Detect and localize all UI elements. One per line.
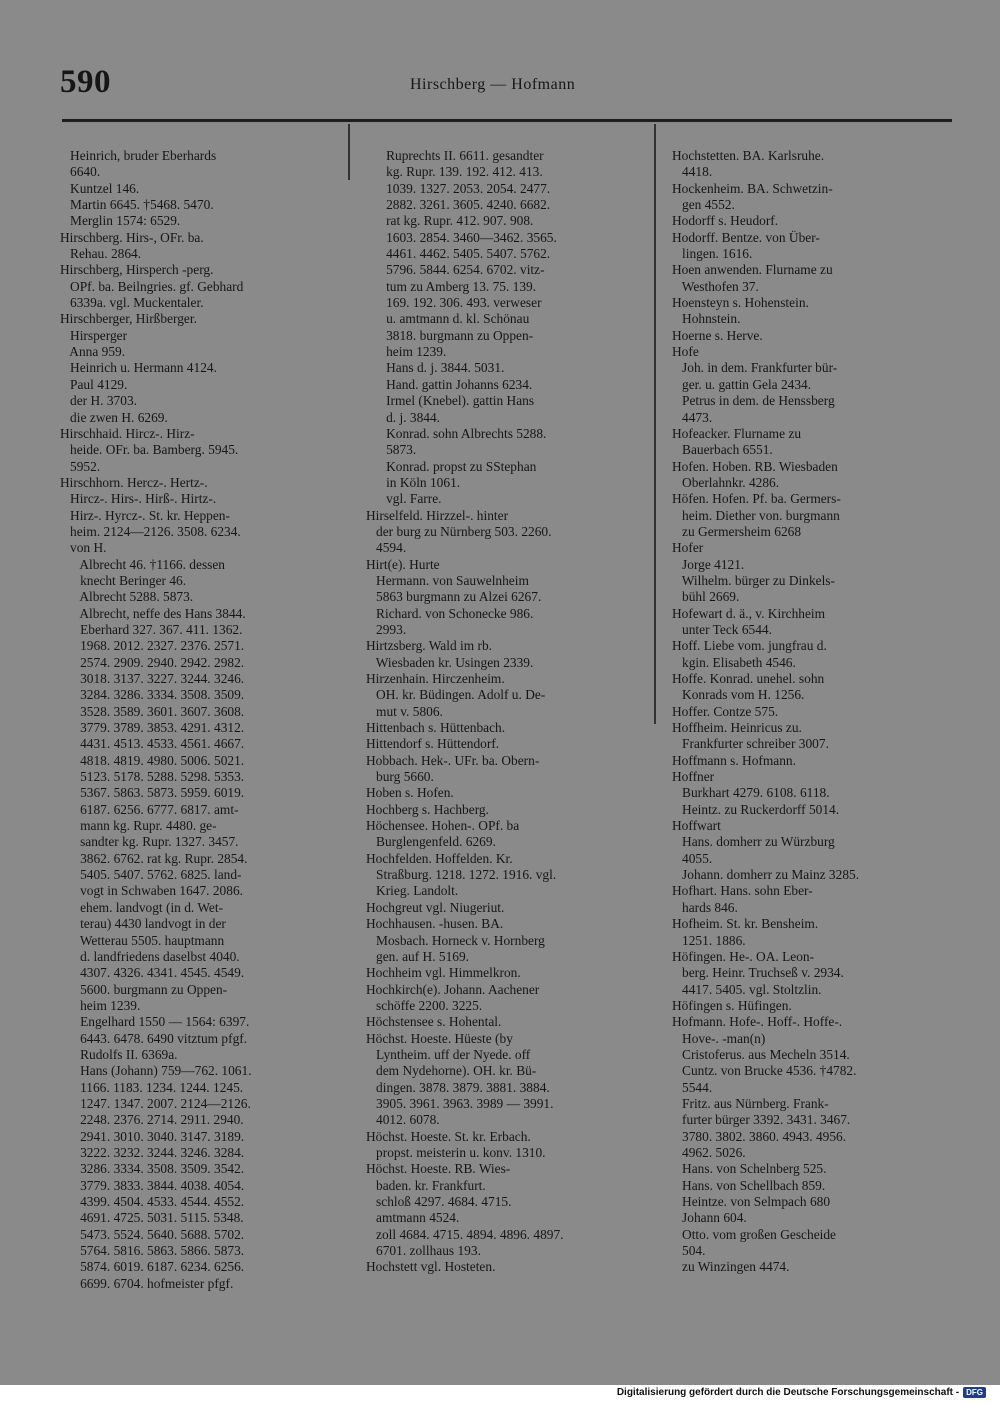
index-line: Hodorff. Bentze. von Über- (672, 229, 820, 245)
index-line: Albrecht 5288. 5873. (60, 589, 194, 605)
index-line: Hirschberger, Hirßberger. (60, 311, 197, 327)
index-line: Martin 6645. †5468. 5470. (60, 197, 214, 213)
index-line: Hochberg s. Hachberg. (366, 801, 489, 817)
index-line: Westhofen 37. (672, 278, 759, 294)
index-line: Hochhausen. -husen. BA. (366, 916, 504, 932)
index-line: bühl 2669. (672, 589, 740, 605)
index-line: Hoffheim. Heinricus zu. (672, 720, 802, 736)
index-line: 4418. (672, 164, 713, 180)
index-line: 2574. 2909. 2940. 2942. 2982. (60, 654, 245, 670)
index-line: heim. Diether von. burgmann (672, 507, 840, 523)
index-line: vogt in Schwaben 1647. 2086. (60, 883, 243, 899)
index-line: Hodorff s. Heudorf. (672, 213, 779, 229)
index-line: Mosbach. Horneck v. Hornberg (366, 932, 545, 948)
index-line: Hoensteyn s. Hohenstein. (672, 295, 809, 311)
index-line: Hans. von Schellbach 859. (672, 1177, 826, 1193)
index-line: Petrus in dem. de Henssberg (672, 393, 835, 409)
index-line: Oberlahnkr. 4286. (672, 474, 780, 490)
index-line: Bauerbach 6551. (672, 442, 773, 458)
index-line: 4431. 4513. 4533. 4561. 4667. (60, 736, 245, 752)
index-line: Hircz-. Hirs-. Hirß-. Hirtz-. (60, 491, 217, 507)
index-line: Hochstett vgl. Hosteten. (366, 1259, 496, 1275)
index-line: Höfingen. He-. OA. Leon- (672, 948, 815, 964)
index-line: 3284. 3286. 3334. 3508. 3509. (60, 687, 245, 703)
index-line: Hofen. Hoben. RB. Wiesbaden (672, 458, 838, 474)
footer-text: Digitalisierung gefördert durch die Deutsche Forschungsgemeinschaft - (616, 1387, 960, 1398)
index-line: von H. (60, 540, 107, 556)
index-line: Hochkirch(e). Johann. Aachener (366, 981, 540, 997)
index-line: d. j. 3844. (366, 409, 441, 425)
index-line: Hirzenhain. Hirczenheim. (366, 671, 505, 686)
index-line: kg. Rupr. 139. 192. 412. 413. (366, 164, 543, 180)
index-line: 1603. 2854. 3460—3462. 3565. (366, 229, 557, 245)
index-line: Hirtzsberg. Wald im rb. (366, 638, 492, 654)
index-line: Eberhard 327. 367. 411. 1362. (60, 621, 243, 637)
index-line: Hoff. Liebe vom. jungfrau d. (672, 638, 827, 654)
index-line: Kuntzel 146. (60, 180, 140, 196)
index-line: Straßburg. 1218. 1272. 1916. vgl. (366, 867, 557, 883)
index-line: Richard. von Schonecke 986. (366, 605, 534, 621)
index-line: Hove-. -man(n) (672, 1030, 766, 1046)
index-line: furter bürger 3392. 3431. 3467. (672, 1112, 851, 1128)
index-line: Hochfelden. Hoffelden. Kr. (366, 850, 513, 866)
index-line: Jorge 4121. (672, 556, 745, 572)
index-line: Heintze. von Selmpach 680 (672, 1194, 831, 1209)
index-line: Hoben s. Hofen. (366, 785, 454, 801)
index-line: zoll 4684. 4715. 4894. 4896. 4897. (366, 1226, 564, 1242)
index-line: 1968. 2012. 2327. 2376. 2571. (60, 638, 245, 654)
index-line: Otto. vom großen Gescheide (672, 1226, 836, 1242)
index-line: 4399. 4504. 4533. 4544. 4552. (60, 1194, 245, 1209)
index-line: 2941. 3010. 3040. 3147. 3189. (60, 1128, 245, 1144)
index-line: 4055. (672, 850, 713, 866)
index-line: Heinrich u. Hermann 4124. (60, 360, 217, 376)
index-line: d. landfriedens daselbst 4040. (60, 948, 240, 964)
index-line: 5873. (366, 442, 417, 458)
index-line: in Köln 1061. (366, 474, 461, 490)
index-line: Albrecht 46. †1166. dessen (60, 556, 226, 572)
index-line: ger. u. gattin Gela 2434. (672, 376, 812, 392)
index-line: Hans. von Schelnberg 525. (672, 1161, 827, 1177)
index-line: burg 5660. (366, 769, 434, 785)
index-line: propst. meisterin u. konv. 1310. (366, 1144, 546, 1160)
index-line: Höchst. Hoeste. RB. Wies- (366, 1161, 511, 1177)
index-line: heim 1239. (60, 997, 141, 1013)
dfg-logo: DFG (963, 1387, 986, 1398)
index-line: Höchstensee s. Hohental. (366, 1014, 502, 1030)
index-line: 4473. (672, 409, 713, 425)
index-line: Heintz. zu Ruckerdorff 5014. (672, 801, 840, 817)
index-line: Burglengenfeld. 6269. (366, 834, 496, 850)
index-line: gen. auf H. 5169. (366, 948, 470, 964)
index-line: Höchst. Hoeste. St. kr. Erbach. (366, 1128, 531, 1144)
index-line: 5764. 5816. 5863. 5866. 5873. (60, 1243, 245, 1259)
index-line: u. amtmann d. kl. Schönau (366, 311, 530, 327)
index-line: 5544. (672, 1079, 713, 1095)
index-line: Wetterau 5505. hauptmann (60, 932, 225, 948)
index-line: Paul 4129. (60, 376, 128, 392)
index-line: Johann. domherr zu Mainz 3285. (672, 867, 860, 883)
index-line: Hand. gattin Johanns 6234. (366, 376, 533, 392)
index-line: vgl. Farre. (366, 491, 442, 507)
index-line: Konrad. propst zu SStephan (366, 458, 537, 474)
index-line: 5123. 5178. 5288. 5298. 5353. (60, 769, 245, 785)
index-line: Hofeacker. Flurname zu (672, 425, 802, 441)
index-line: 4417. 5405. vgl. Stoltzlin. (672, 981, 822, 997)
index-line: Hittenbach s. Hüttenbach. (366, 720, 506, 736)
index-line: Hockenheim. BA. Schwetzin- (672, 180, 833, 196)
index-line: 5796. 5844. 6254. 6702. vitz- (366, 262, 545, 278)
column-rule-right (654, 124, 656, 724)
index-line: 5473. 5524. 5640. 5688. 5702. (60, 1226, 245, 1242)
index-line: 5405. 5407. 5762. 6825. land- (60, 867, 242, 883)
index-line: Johann 604. (672, 1210, 747, 1226)
index-line: 1251. 1886. (672, 932, 746, 948)
index-line: 3779. 3833. 3844. 4038. 4054. (60, 1177, 245, 1193)
index-line: Hirselfeld. Hirzzel-. hinter (366, 507, 509, 523)
index-line: 2993. (366, 621, 407, 637)
index-line: Cristoferus. aus Mecheln 3514. (672, 1046, 850, 1062)
index-line: 2882. 3261. 3605. 4240. 6682. (366, 197, 551, 213)
index-line: 3286. 3334. 3508. 3509. 3542. (60, 1161, 245, 1177)
index-line: heim. 2124—2126. 3508. 6234. (60, 523, 241, 539)
index-line: Hermann. von Sauwelnheim (366, 572, 529, 588)
index-line: 504. (672, 1243, 706, 1259)
index-line: Hochgreut vgl. Niugeriut. (366, 899, 505, 915)
index-line: Joh. in dem. Frankfurter bür- (672, 360, 838, 376)
index-line: zu Winzingen 4474. (672, 1259, 790, 1275)
index-line: 1166. 1183. 1234. 1244. 1245. (60, 1079, 244, 1095)
index-line: Krieg. Landolt. (366, 883, 459, 899)
index-line: Hoffe. Konrad. unehel. sohn (672, 671, 825, 686)
index-line: OPf. ba. Beilngries. gf. Gebhard (60, 278, 244, 294)
index-line: 4818. 4819. 4980. 5006. 5021. (60, 752, 245, 768)
index-line: 5874. 6019. 6187. 6234. 6256. (60, 1259, 245, 1275)
index-line: lingen. 1616. (672, 246, 753, 262)
index-line: mut v. 5806. (366, 703, 443, 719)
index-line: terau) 4430 landvogt in der (60, 916, 226, 932)
index-line: Hochheim vgl. Himmelkron. (366, 965, 521, 981)
index-line: Hoen anwenden. Flurname zu (672, 262, 833, 278)
index-line: der burg zu Nürnberg 503. 2260. (366, 523, 552, 539)
index-line: Hoffer. Contze 575. (672, 703, 779, 719)
index-line: Wilhelm. bürger zu Dinkels- (672, 572, 835, 588)
index-line: Hofmann. Hofe-. Hoff-. Hoffe-. (672, 1014, 843, 1030)
index-line: Rudolfs II. 6369a. (60, 1046, 178, 1062)
index-line: Hofheim. St. kr. Bensheim. (672, 916, 819, 932)
index-line: 3862. 6762. rat kg. Rupr. 2854. (60, 850, 248, 866)
page-number: 590 (60, 64, 111, 100)
index-line: 3818. burgmann zu Oppen- (366, 327, 534, 343)
running-head: Hirschberg — Hofmann (410, 76, 576, 93)
index-line: OH. kr. Büdingen. Adolf u. De- (366, 687, 546, 703)
index-line: Hofhart. Hans. sohn Eber- (672, 883, 813, 899)
index-line: 6187. 6256. 6777. 6817. amt- (60, 801, 239, 817)
index-line: berg. Heinr. Truchseß v. 2934. (672, 965, 844, 981)
index-line: heide. OFr. ba. Bamberg. 5945. (60, 442, 239, 458)
index-line: mann kg. Rupr. 4480. ge- (60, 818, 217, 834)
index-line: Konrads vom H. 1256. (672, 687, 805, 703)
header-rule (62, 119, 952, 122)
index-line: der H. 3703. (60, 393, 137, 409)
index-line: Hoerne s. Herve. (672, 327, 763, 343)
index-line: Hirschberg, Hirsperch -perg. (60, 262, 214, 278)
index-line: die zwen H. 6269. (60, 409, 168, 425)
index-line: 6339a. vgl. Muckentaler. (60, 295, 204, 311)
index-line: 3018. 3137. 3227. 3244. 3246. (60, 671, 245, 686)
index-line: Hoffmann s. Hofmann. (672, 752, 796, 768)
index-line: 6640. (60, 164, 101, 180)
index-line: Hofer (672, 540, 704, 556)
index-line: 3780. 3802. 3860. 4943. 4956. (672, 1128, 847, 1144)
index-line: 169. 192. 306. 493. verweser (366, 295, 542, 311)
index-line: Hirz-. Hyrcz-. St. kr. Heppen- (60, 507, 230, 523)
index-line: 3222. 3232. 3244. 3246. 3284. (60, 1144, 245, 1160)
index-line: 6443. 6478. 6490 vitztum pfgf. (60, 1030, 248, 1046)
index-line: amtmann 4524. (366, 1210, 460, 1226)
index-line: 5600. burgmann zu Oppen- (60, 981, 228, 997)
index-column-3 (672, 148, 859, 1276)
index-line: 4594. (366, 540, 407, 556)
index-line: Albrecht, neffe des Hans 3844. (60, 605, 246, 621)
index-line: dem Nydehorne). OH. kr. Bü- (366, 1063, 537, 1079)
index-line: 3528. 3589. 3601. 3607. 3608. (60, 703, 245, 719)
column-rule-left (348, 124, 350, 180)
index-line: 3779. 3789. 3853. 4291. 4312. (60, 720, 245, 736)
index-line: Burkhart 4279. 6108. 6118. (672, 785, 830, 801)
index-line: Rehau. 2864. (60, 246, 142, 262)
index-line: Hirschberg. Hirs-, OFr. ba. (60, 229, 204, 245)
index-line: 5863 burgmann zu Alzei 6267. (366, 589, 542, 605)
index-line: 5367. 5863. 5873. 5959. 6019. (60, 785, 245, 801)
index-line: Hoffwart (672, 818, 721, 834)
index-line: Hittendorf s. Hüttendorf. (366, 736, 500, 752)
index-line: 1039. 1327. 2053. 2054. 2477. (366, 180, 551, 196)
index-line: Höchensee. Hohen-. OPf. ba (366, 818, 520, 834)
index-line: Wiesbaden kr. Usingen 2339. (366, 654, 534, 670)
index-line: Hofe (672, 344, 699, 360)
index-line: 4307. 4326. 4341. 4545. 4549. (60, 965, 245, 981)
index-line: heim 1239. (366, 344, 447, 360)
index-line: Konrad. sohn Albrechts 5288. (366, 425, 547, 441)
index-line: Hirschhaid. Hircz-. Hirz- (60, 425, 195, 441)
index-line: 6701. zollhaus 193. (366, 1243, 481, 1259)
index-line: Hohnstein. (672, 311, 741, 327)
index-line: Anna 959. (60, 344, 126, 360)
index-line: Hochstetten. BA. Karlsruhe. (672, 148, 825, 163)
index-line: ehem. landvogt (in d. Wet- (60, 899, 224, 915)
index-line: 1247. 1347. 2007. 2124—2126. (60, 1095, 251, 1111)
index-line: Hobbach. Hek-. UFr. ba. Obern- (366, 752, 540, 768)
index-line: schloß 4297. 4684. 4715. (366, 1194, 512, 1209)
index-line: Engelhard 1550 — 1564: 6397. (60, 1014, 250, 1030)
index-line: Ruprechts II. 6611. gesandter (366, 148, 544, 163)
index-line: Heinrich, bruder Eberhards (60, 148, 217, 163)
index-line: Hirsperger (60, 327, 128, 343)
index-column-2 (366, 148, 564, 1276)
index-line: Höfingen s. Hüfingen. (672, 997, 792, 1013)
index-line: baden. kr. Frankfurt. (366, 1177, 486, 1193)
index-line: Hofewart d. ä., v. Kirchheim (672, 605, 826, 621)
index-line: zu Germersheim 6268 (672, 523, 802, 539)
index-line: Irmel (Knebel). gattin Hans (366, 393, 535, 409)
index-line: dingen. 3878. 3879. 3881. 3884. (366, 1079, 550, 1095)
index-line: Hirschhorn. Hercz-. Hertz-. (60, 474, 208, 490)
index-line: 4691. 4725. 5031. 5115. 5348. (60, 1210, 244, 1226)
index-line: 2248. 2376. 2714. 2911. 2940. (60, 1112, 244, 1128)
index-line: Frankfurter schreiber 3007. (672, 736, 829, 752)
index-line: gen 4552. (672, 197, 735, 213)
index-line: knecht Beringer 46. (60, 572, 187, 588)
index-line: Höchst. Hoeste. Hüeste (by (366, 1030, 513, 1046)
index-line: 4461. 4462. 5405. 5407. 5762. (366, 246, 551, 262)
index-line: tum zu Amberg 13. 75. 139. (366, 278, 537, 294)
footer-credit (617, 1387, 986, 1398)
index-line: 3905. 3961. 3963. 3989 — 3991. (366, 1095, 554, 1111)
index-line: Lyntheim. uff der Nyede. off (366, 1046, 531, 1062)
index-line: 5952. (60, 458, 101, 474)
index-line: Hirt(e). Hurte (366, 556, 440, 572)
index-line: Merglin 1574: 6529. (60, 213, 181, 229)
index-line: Höfen. Hofen. Pf. ba. Germers- (672, 491, 841, 507)
index-line: unter Teck 6544. (672, 621, 772, 637)
index-line: schöffe 2200. 3225. (366, 997, 483, 1013)
index-line: Fritz. aus Nürnberg. Frank- (672, 1095, 829, 1111)
index-line: Hans. domherr zu Würzburg (672, 834, 835, 850)
index-line: sandter kg. Rupr. 1327. 3457. (60, 834, 239, 850)
index-line: 6699. 6704. hofmeister pfgf. (60, 1275, 234, 1291)
index-line: Hans d. j. 3844. 5031. (366, 360, 505, 376)
index-line: kgin. Elisabeth 4546. (672, 654, 796, 670)
index-line: 4012. 6078. (366, 1112, 440, 1128)
index-line: Hans (Johann) 759—762. 1061. (60, 1063, 252, 1079)
index-line: Cuntz. von Brucke 4536. †4782. (672, 1063, 857, 1079)
index-column-1 (60, 148, 252, 1292)
index-line: hards 846. (672, 899, 738, 915)
index-line: Hoffner (672, 769, 715, 785)
index-line: rat kg. Rupr. 412. 907. 908. (366, 213, 534, 229)
index-line: 4962. 5026. (672, 1144, 746, 1160)
